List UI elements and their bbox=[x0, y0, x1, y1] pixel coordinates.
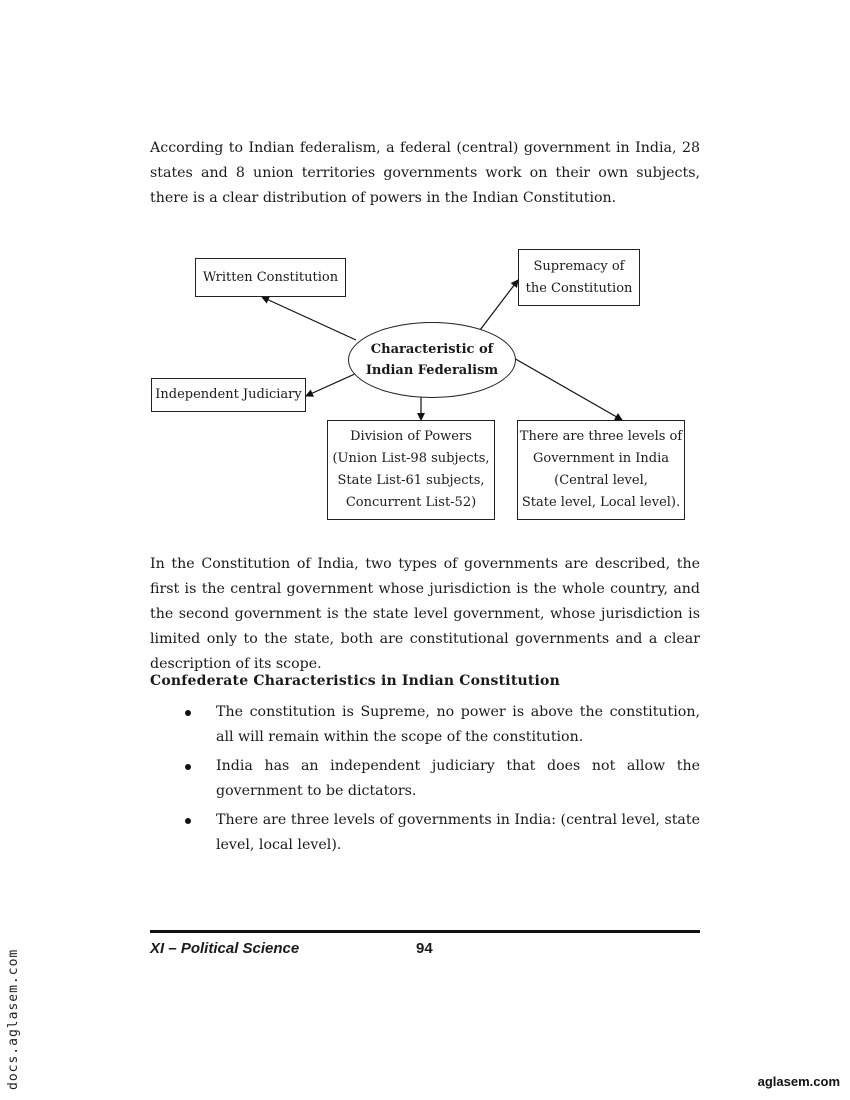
brand-mark: aglasem.com bbox=[757, 1074, 840, 1089]
list-item-text: The constitution is Supreme, no power is above the constitution, all will remain within the scope of the constitution. bbox=[216, 704, 700, 745]
arrow-to-supremacy bbox=[480, 280, 518, 330]
diagram-center-node bbox=[348, 322, 516, 398]
box-line: Supremacy of bbox=[533, 258, 625, 274]
bullet-icon bbox=[185, 764, 191, 770]
list-item bbox=[150, 754, 700, 804]
characteristics-list bbox=[150, 700, 700, 862]
section-heading: Confederate Characteristics in Indian Constitution bbox=[150, 673, 560, 689]
arrow-to-judiciary bbox=[306, 373, 357, 396]
footer-subject: XI – Political Science bbox=[150, 940, 300, 957]
box-line: Concurrent List-52) bbox=[345, 495, 477, 510]
box-line: Independent Judiciary bbox=[155, 387, 302, 402]
center-line: Indian Federalism bbox=[365, 363, 499, 378]
box-line: There are three levels of bbox=[519, 429, 683, 444]
box-line: Written Constitution bbox=[202, 269, 339, 285]
page-number: 94 bbox=[416, 940, 433, 957]
box-supremacy-of-constitution bbox=[518, 249, 640, 306]
box-line: Government in India bbox=[533, 451, 669, 466]
list-item bbox=[150, 700, 700, 750]
box-three-levels-of-government bbox=[517, 420, 685, 520]
box-line: State List-61 subjects, bbox=[337, 473, 485, 488]
list-item bbox=[150, 808, 700, 858]
box-line: State level, Local level). bbox=[521, 495, 681, 510]
box-written-constitution bbox=[195, 258, 346, 297]
bullet-icon bbox=[185, 710, 191, 716]
box-line: the Constitution bbox=[525, 280, 633, 296]
list-item-text: There are three levels of governments in India: (central level, state level, local level). bbox=[216, 812, 700, 853]
box-line: (Central level, bbox=[554, 473, 648, 488]
arrow-to-levels bbox=[512, 357, 622, 420]
box-line: Division of Powers bbox=[350, 429, 472, 444]
constitution-paragraph: In the Constitution of India, two types of governments are described, the first is the central government whose jurisdiction is the whole country, and the second government is the state level government, whose jurisdiction is limited only to the state, both are constitutional governments and a clear description of its scope. bbox=[150, 556, 700, 672]
footer-divider bbox=[150, 930, 700, 933]
center-line: Characteristic of bbox=[370, 342, 494, 357]
bullet-icon bbox=[185, 818, 191, 824]
arrow-to-written-constitution bbox=[262, 297, 356, 340]
side-watermark: docs.aglasem.com bbox=[6, 948, 21, 1090]
intro-paragraph: According to Indian federalism, a federal (central) government in India, 28 states and 8 union territories governments work on their own subjects, there is a clear distribution of powers in the Indian Constitution. bbox=[150, 140, 700, 206]
box-independent-judiciary bbox=[151, 378, 306, 412]
box-line: (Union List-98 subjects, bbox=[332, 451, 490, 466]
list-item-text: India has an independent judiciary that does not allow the government to be dictators. bbox=[216, 758, 700, 799]
box-division-of-powers bbox=[327, 420, 495, 520]
